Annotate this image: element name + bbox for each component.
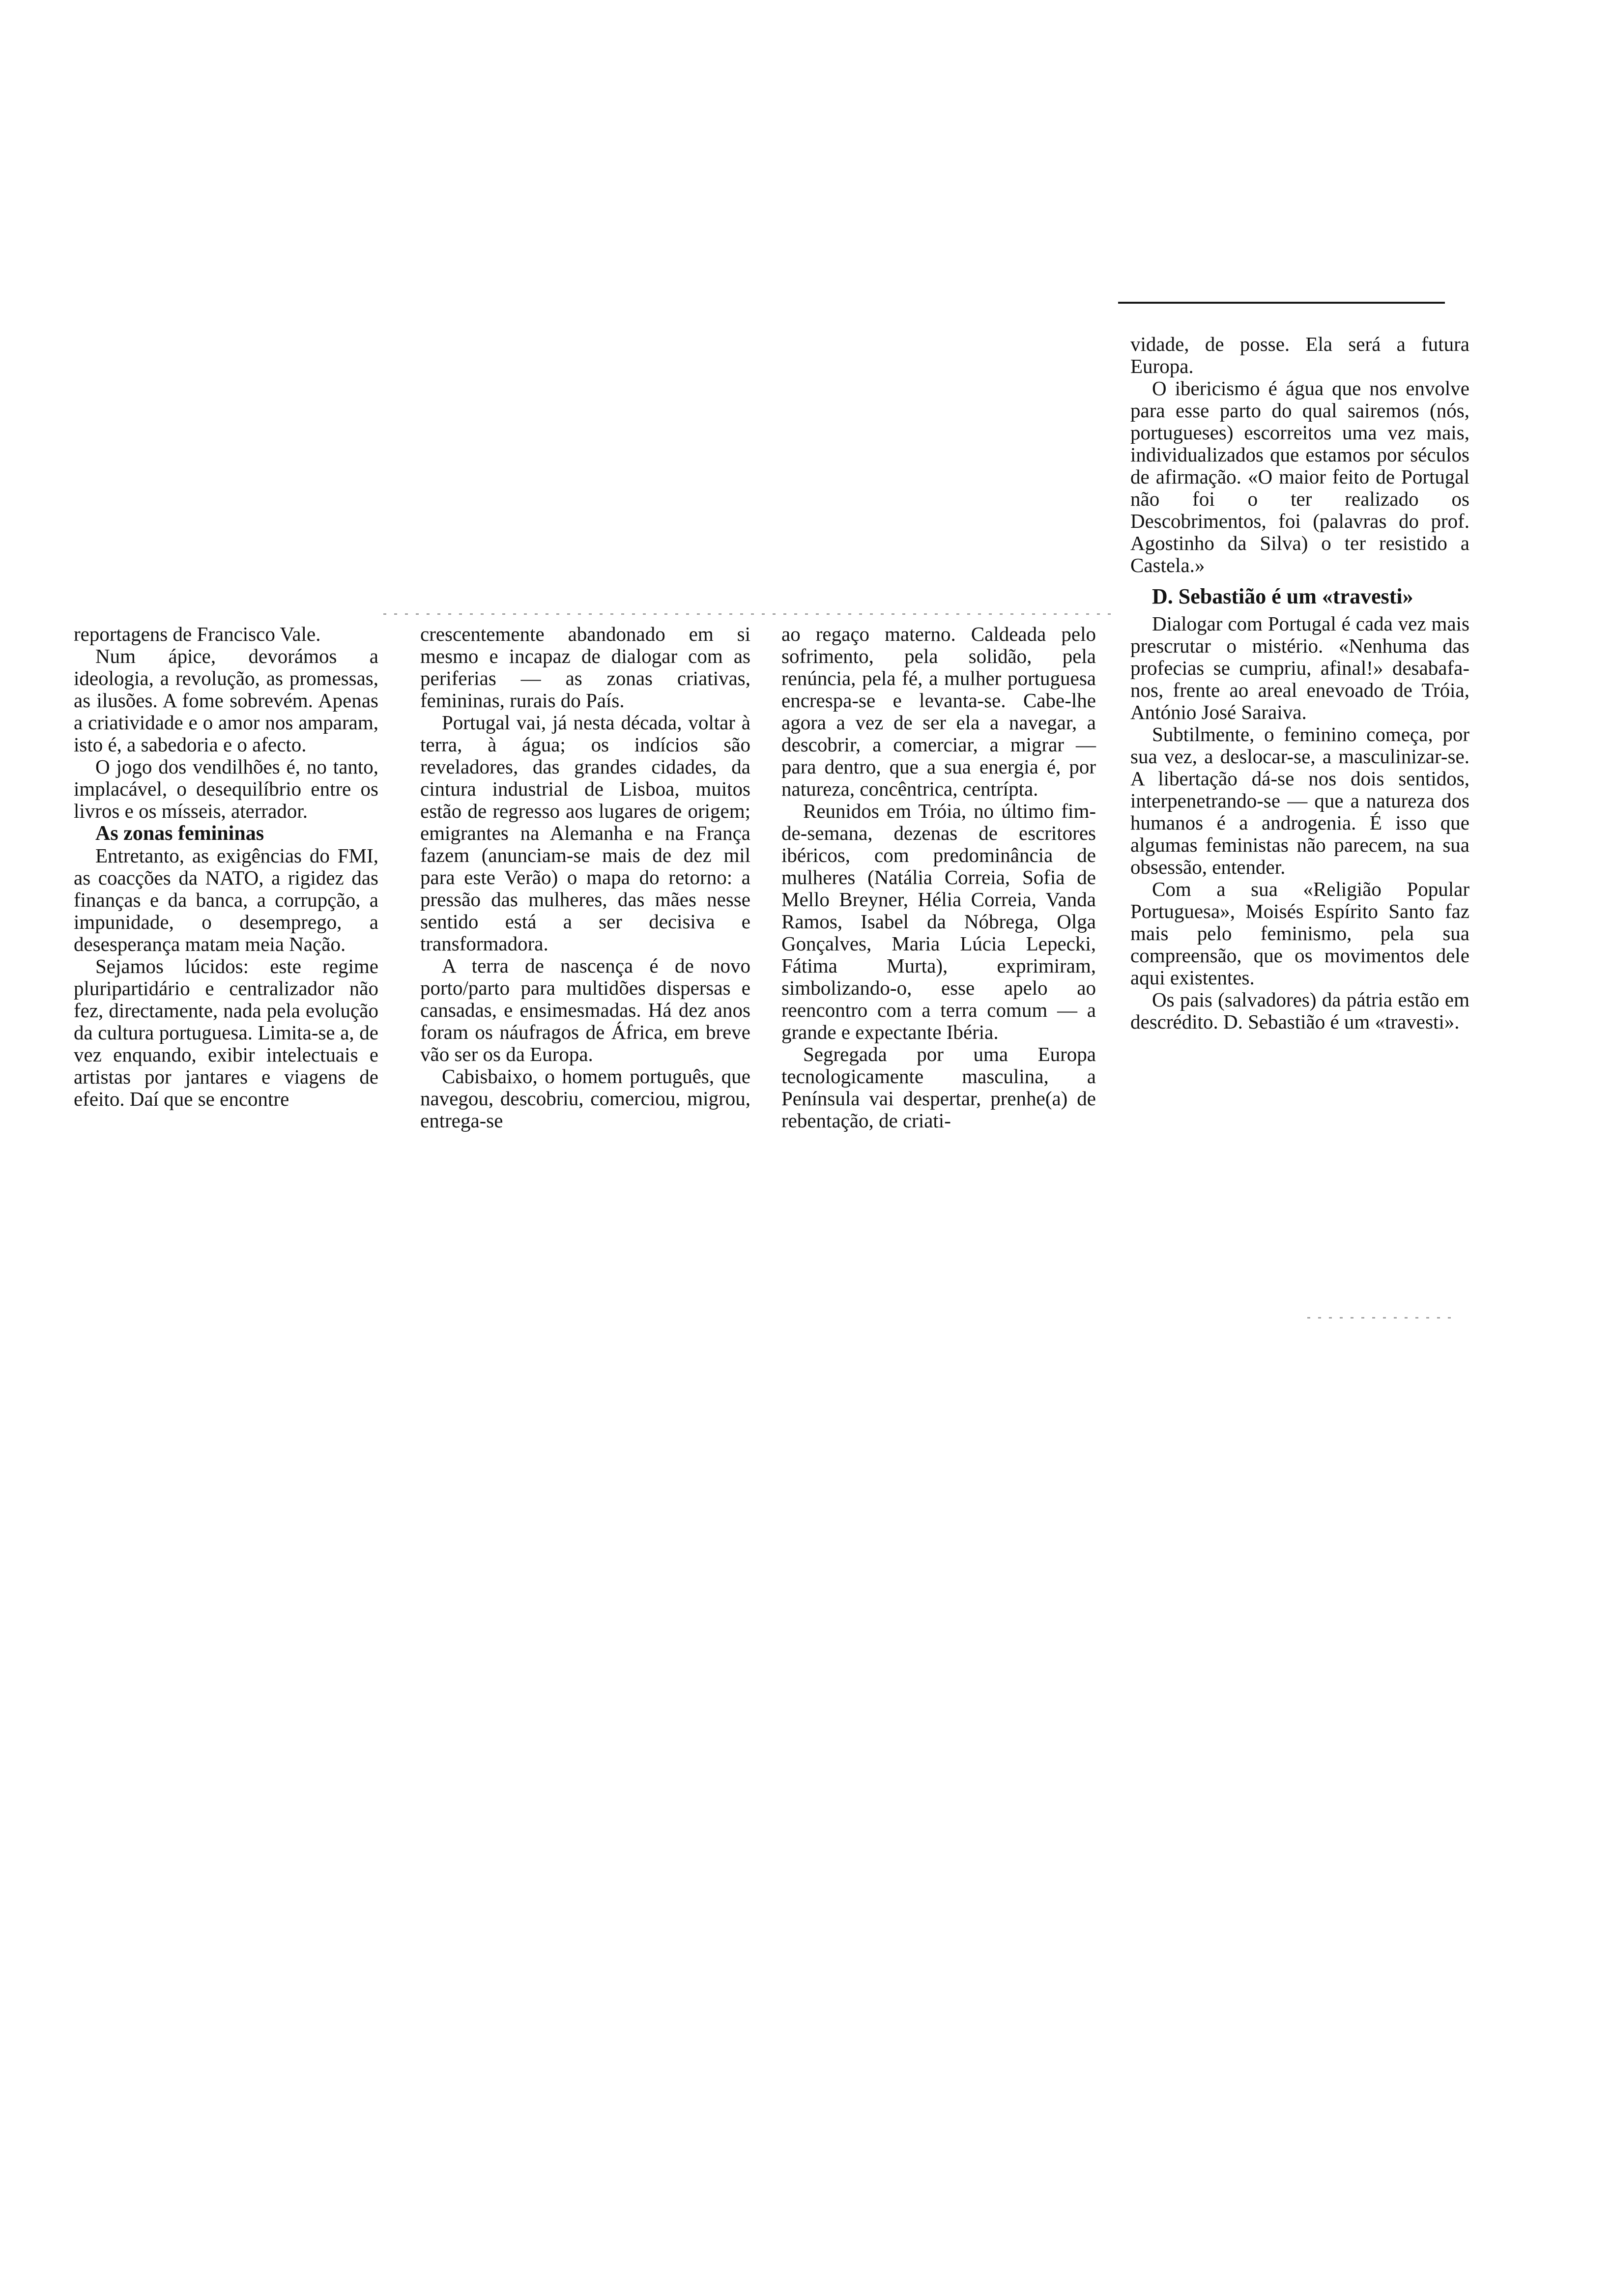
paragraph: Cabisbaixo, o homem português, que navegou, descobriu, comerciou, migrou, entrega-se — [420, 1065, 750, 1132]
paragraph: reportagens de Francisco Vale. — [74, 623, 321, 645]
paragraph: Num ápice, devorámos a ideologia, a revolução, as promessas, as ilusões. A fome sobrevém. Apenas a criatividade e o amor nos amparam, isto é, a sabedoria e o afecto. — [74, 645, 378, 756]
paragraph: crescentemente abandonado em si mesmo e incapaz de dialogar com as periferias — as zonas criativas, femininas, rurais do País. — [420, 623, 750, 712]
paragraph: Dialogar com Portugal é cada vez mais prescrutar o mistério. «Nenhuma das profecias se cumpriu, afinal!» desabafa-nos, frente ao areal enevoado de Tróia, António José Saraiva. — [1130, 612, 1469, 723]
paragraph: A terra de nascença é de novo porto/parto para multidões dispersas e cansadas, e ensimesmadas. Há dez anos foram os náufragos de África, em breve vão ser os da Europa. — [420, 954, 750, 1065]
article-column-1 — [74, 623, 378, 1110]
paragraph: Portugal vai, já nesta década, voltar à terra, à água; os indícios são reveladores, das grandes cidades, da cintura industrial de Lisboa, muitos estão de regresso aos lugares de origem; emigrantes na Alemanha e na França fazem (anunciam-se mais de dez mil para este Verão) o mapa do retorno: a pressão das mulheres, das mães nesse sentido está a ser decisiva e transformadora. — [420, 711, 750, 955]
paragraph: O jogo dos vendilhões é, no tanto, implacável, o desequilíbrio entre os livros e os mísseis, aterrador. — [74, 755, 378, 822]
paragraph: O ibericismo é água que nos envolve para esse parto do qual sairemos (nós, portugueses) escorreitos uma vez mais, individualizados que estamos por séculos de afirmação. «O maior feito de Portugal não foi o ter realizado os Descobrimentos, foi (palavras do prof. Agostinho da Silva) o ter resistido a Castela.» — [1130, 377, 1469, 576]
section-subhead: D. Sebastião é um «travesti» — [1152, 584, 1413, 608]
scan-speckle-line — [383, 613, 1111, 615]
paragraph: Reunidos em Tróia, no último fim-de-semana, dezenas de escritores ibéricos, com predominância de mulheres (Natália Correia, Sofia de Mello Breyner, Hélia Correia, Vanda Ramos, Isabel da Nóbrega, Olga Gonçalves, Maria Lúcia Lepecki, Fátima Murta), exprimiram, simbolizando-o, esse apelo ao reencontro com a terra comum — a grande e expectante Ibéria. — [781, 800, 1096, 1043]
paragraph: Segregada por uma Europa tecnologicamente masculina, a Península vai despertar, prenhe(a) de rebentação, de criati- — [781, 1043, 1096, 1132]
paragraph: ao regaço materno. Caldeada pelo sofrimento, pela solidão, pela renúncia, pela fé, a mulher portuguesa encrespa-se e levanta-se. Cabe-lhe agora a vez de ser ela a navegar, a descobrir, a comerciar, a migrar — para dentro, que a sua energia é, por natureza, concêntrica, centrípta. — [781, 623, 1096, 800]
paragraph: vidade, de posse. Ela será a futura Europa. — [1130, 333, 1469, 377]
column-top-rule — [1118, 302, 1445, 304]
paragraph: Entretanto, as exigências do FMI, as coacções da NATO, a rigidez das finanças e da banca, a corrupção, a impunidade, o desemprego, a desesperança matam meia Nação. — [74, 844, 378, 955]
article-column-2 — [420, 623, 750, 1132]
article-column-4 — [1130, 333, 1469, 1033]
paragraph: Sejamos lúcidos: este regime pluripartidário e centralizador não fez, directamente, nada pela evolução da cultura portuguesa. Limita-se a, de vez enquando, exibir intelectuais e artistas por jantares e viagens de efeito. Daí que se encontre — [74, 955, 378, 1110]
paragraph: Com a sua «Religião Popular Portuguesa», Moisés Espírito Santo faz mais pelo feminismo, pela sua compreensão, que os movimentos dele aqui existentes. — [1130, 878, 1469, 989]
article-column-3 — [781, 623, 1096, 1132]
paragraph: Os pais (salvadores) da pátria estão em descrédito. D. Sebastião é um «travesti». — [1130, 988, 1469, 1033]
section-subhead: As zonas femininas — [95, 822, 264, 845]
scan-speckle-line — [1307, 1317, 1455, 1319]
paragraph: Subtilmente, o feminino começa, por sua vez, a deslocar-se, a masculinizar-se. A libertação dá-se nos dois sentidos, interpenetrando-se — que a natureza dos humanos é a androgenia. É isso que algumas feministas não parecem, na sua obsessão, entender. — [1130, 723, 1469, 878]
